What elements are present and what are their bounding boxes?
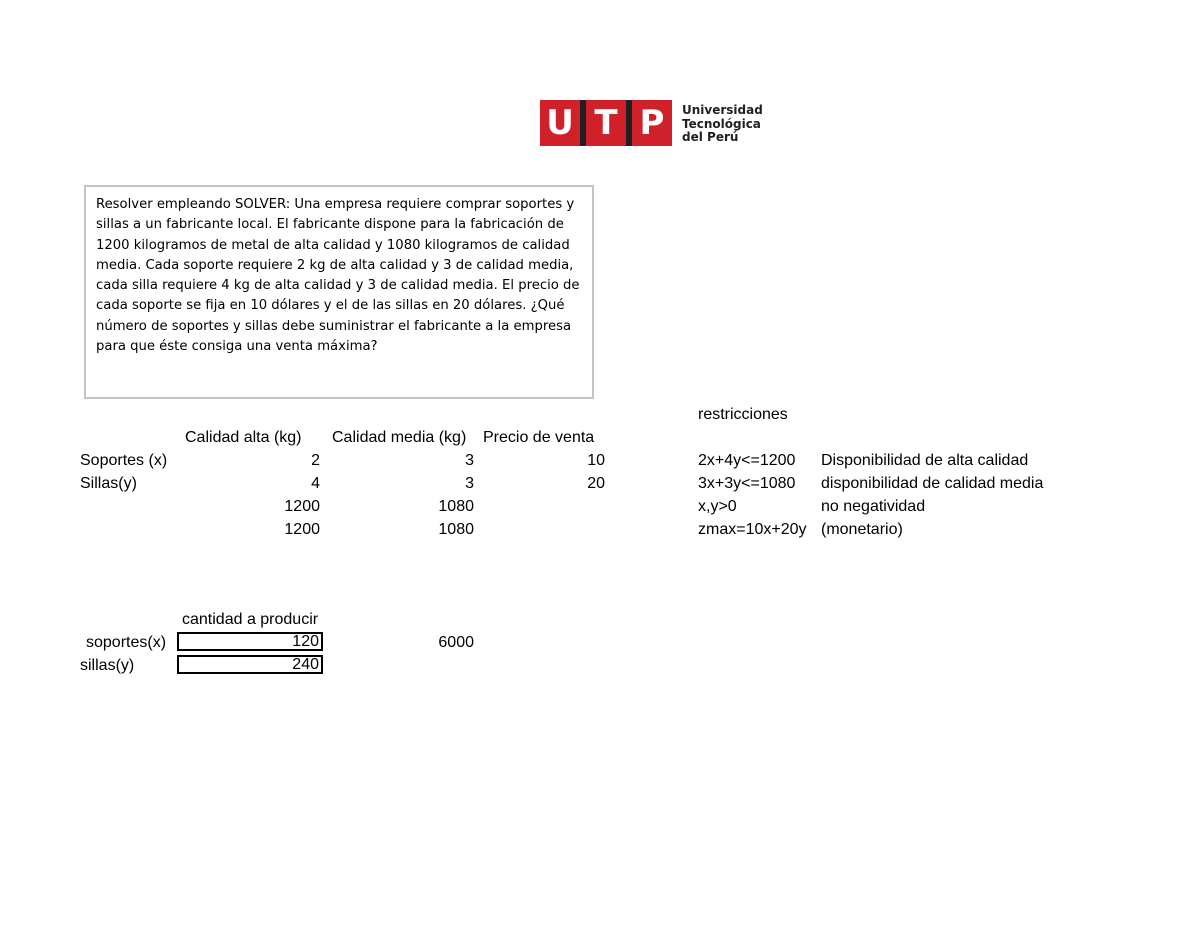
- logo-line-1: Universidad: [682, 103, 763, 117]
- logo-line-3: del Perú: [682, 130, 739, 144]
- restriction-desc-3: no negatividad: [821, 498, 926, 515]
- header-calidad-media: Calidad media (kg): [332, 429, 467, 446]
- header-calidad-alta: Calidad alta (kg): [185, 429, 302, 446]
- restriction-expr-1: 2x+4y<=1200: [698, 452, 796, 469]
- row-label-soportes: Soportes (x): [80, 452, 168, 469]
- restriction-expr-2: 3x+3y<=1080: [698, 475, 796, 492]
- logo-line-2: Tecnológica: [682, 116, 761, 131]
- total-alta-1: 1200: [284, 498, 320, 515]
- restriction-desc-2: disponibilidad de calidad media: [821, 475, 1044, 492]
- total-media-2: 1080: [438, 521, 474, 538]
- header-precio-venta: Precio de venta: [483, 429, 595, 446]
- sillas-alta: 4: [311, 475, 320, 492]
- total-alta-2: 1200: [284, 521, 320, 538]
- restrictions-title: restricciones: [698, 406, 788, 423]
- production-label-soportes: soportes(x): [86, 634, 167, 651]
- soportes-alta: 2: [311, 452, 320, 469]
- production-label-sillas: sillas(y): [80, 657, 135, 674]
- row-label-sillas: Sillas(y): [80, 475, 137, 492]
- utp-logo: [540, 100, 770, 146]
- production-title: cantidad a producir: [182, 611, 319, 628]
- problem-text-box: [84, 185, 594, 399]
- sillas-precio: 20: [587, 475, 605, 492]
- sillas-quantity-cell[interactable]: 240: [177, 655, 323, 674]
- soportes-precio: 10: [587, 452, 605, 469]
- soportes-media: 3: [465, 452, 474, 469]
- logo-letter-t: T: [586, 100, 626, 146]
- soportes-quantity-cell[interactable]: 120: [177, 632, 323, 651]
- restriction-expr-3: x,y>0: [698, 498, 737, 515]
- total-media-1: 1080: [438, 498, 474, 515]
- logo-wordmark: [682, 104, 763, 145]
- restriction-desc-4: (monetario): [821, 521, 903, 538]
- logo-letter-p: P: [632, 100, 672, 146]
- restriction-desc-1: Disponibilidad de alta calidad: [821, 452, 1029, 469]
- problem-statement: Resolver empleando SOLVER: Una empresa requiere comprar soportes y sillas a un fabricante local. El fabricante dispone para la fabricación de 1200 kilogramos de metal de alta calidad y 1080 kilogramos de calidad media. Cada soporte requiere 2 kg de alta calidad y 3 de calidad media, cada silla requiere 4 kg de alta calidad y 3 de calidad media. El precio de cada soporte se fija en 10 dólares y el de las sillas en 20 dólares. ¿Qué número de soportes y sillas debe suministrar el fabricante a la empresa para que éste consiga una venta máxima?: [96, 197, 580, 355]
- logo-letter-u: U: [540, 100, 580, 146]
- restriction-expr-4: zmax=10x+20y: [698, 521, 807, 538]
- sillas-media: 3: [465, 475, 474, 492]
- objective-value: 6000: [438, 634, 474, 651]
